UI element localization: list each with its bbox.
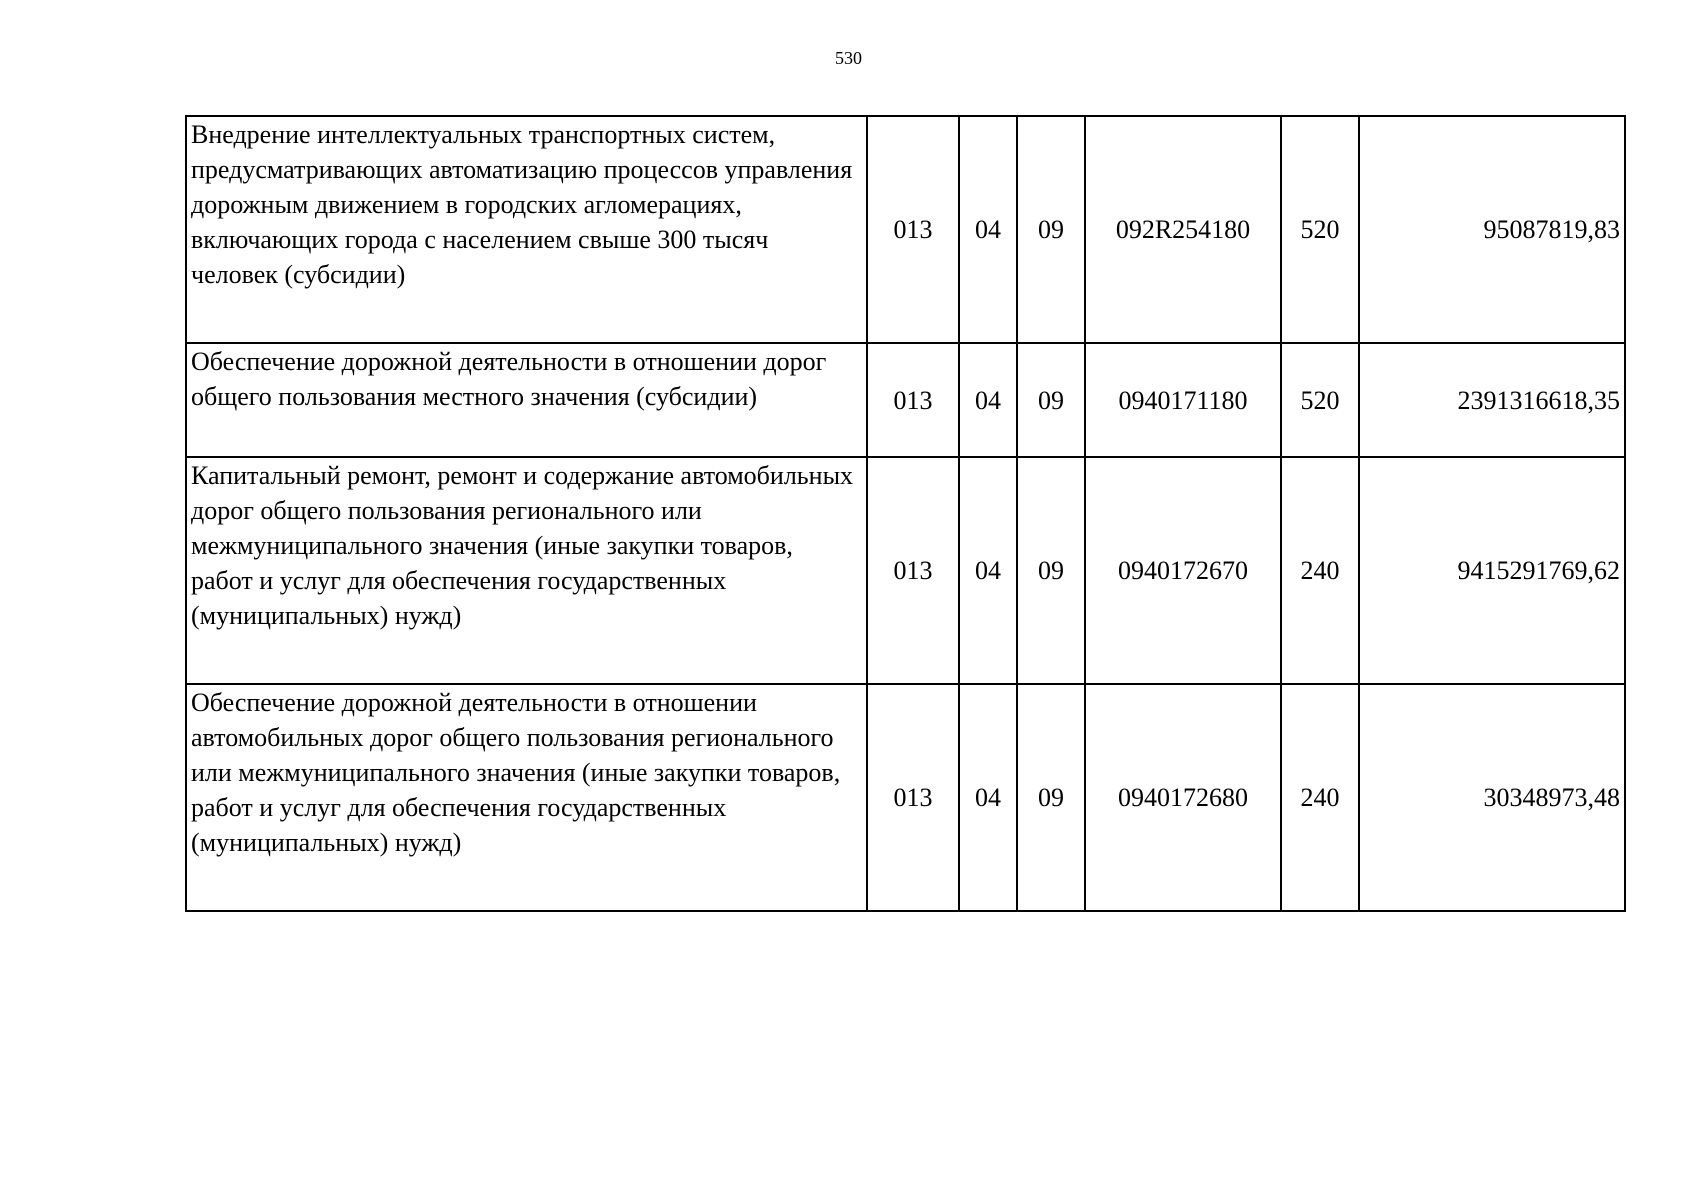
section-code: 04 bbox=[959, 116, 1017, 343]
table-row bbox=[186, 116, 1625, 343]
section-code: 04 bbox=[959, 343, 1017, 457]
target-article-code: 0940172680 bbox=[1085, 684, 1281, 911]
expense-type-code: 520 bbox=[1281, 116, 1359, 343]
section-code: 04 bbox=[959, 457, 1017, 684]
amount-value: 30348973,48 bbox=[1359, 684, 1625, 911]
amount-value: 9415291769,62 bbox=[1359, 457, 1625, 684]
row-description: Капитальный ремонт, ремонт и содержание автомобильных дорог общего пользования регионального или межмуниципального значения (иные закупки товаров, работ и услуг для обеспечения государственных (муниципальных) нужд) bbox=[186, 457, 867, 684]
row-description: Обеспечение дорожной деятельности в отношении дорог общего пользования местного значения (субсидии) bbox=[186, 343, 867, 457]
expense-type-code: 240 bbox=[1281, 684, 1359, 911]
table-row bbox=[186, 457, 1625, 684]
subsection-code: 09 bbox=[1017, 116, 1085, 343]
target-article-code: 0940171180 bbox=[1085, 343, 1281, 457]
expense-type-code: 240 bbox=[1281, 457, 1359, 684]
table-row bbox=[186, 684, 1625, 911]
section-code: 04 bbox=[959, 684, 1017, 911]
subsection-code: 09 bbox=[1017, 343, 1085, 457]
page-number: 530 bbox=[835, 48, 862, 68]
subsection-code: 09 bbox=[1017, 457, 1085, 684]
ministry-code: 013 bbox=[867, 684, 959, 911]
ministry-code: 013 bbox=[867, 457, 959, 684]
ministry-code: 013 bbox=[867, 116, 959, 343]
table-row bbox=[186, 343, 1625, 457]
amount-value: 2391316618,35 bbox=[1359, 343, 1625, 457]
amount-value: 95087819,83 bbox=[1359, 116, 1625, 343]
expense-type-code: 520 bbox=[1281, 343, 1359, 457]
row-description: Обеспечение дорожной деятельности в отношении автомобильных дорог общего пользования регионального или межмуниципального значения (иные закупки товаров, работ и услуг для обеспечения государственных (муниципальных) нужд) bbox=[186, 684, 867, 911]
row-description: Внедрение интеллектуальных транспортных систем, предусматривающих автоматизацию процессов управления дорожным движением в городских агломерациях, включающих города с населением свыше 300 тысяч человек (субсидии) bbox=[186, 116, 867, 343]
ministry-code: 013 bbox=[867, 343, 959, 457]
target-article-code: 092R254180 bbox=[1085, 116, 1281, 343]
subsection-code: 09 bbox=[1017, 684, 1085, 911]
target-article-code: 0940172670 bbox=[1085, 457, 1281, 684]
budget-table bbox=[185, 115, 1626, 912]
